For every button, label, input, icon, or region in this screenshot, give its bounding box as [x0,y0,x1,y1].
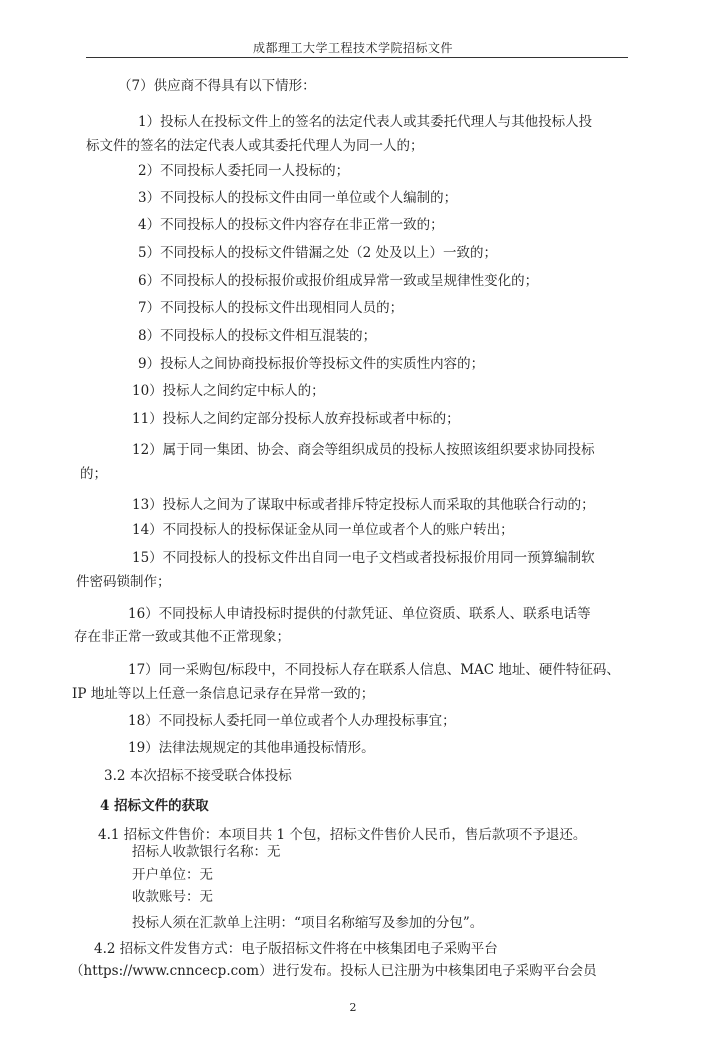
section-heading-4: 4 招标文件的获取 [100,798,209,814]
account-number: 收款账号：无 [132,889,213,905]
list-item: 2）不同投标人委托同一人投标的； [138,163,350,179]
list-item: 9）投标人之间协商投标报价等投标文件的实质性内容的； [138,356,485,372]
list-item: 17）同一采购包/标段中，不同投标人存在联系人信息、MAC 地址、硬件特征码、 [128,662,620,678]
clause-intro: （7）供应商不得具有以下情形： [118,78,316,94]
bank-name: 招标人收款银行名称：无 [132,844,281,860]
list-item: 19）法律法规规定的其他串通投标情形。 [128,740,375,756]
header-title: 成都理工大学工程技术学院招标文件 [252,41,453,55]
list-item: 5）不同投标人的投标文件错漏之处（2 处及以上）一致的； [138,245,497,261]
header-rule [86,57,628,58]
section-4-1: 4.1 招标文件售价：本项目共 1 个包，招标文件售价人民币，售后款项不予退还。 [98,827,587,843]
list-item: 16）不同投标人申请投标时提供的付款凭证、单位资质、联系人、联系电话等 [128,606,591,622]
list-item-continuation: 件密码锁制作； [76,574,171,590]
list-item: 3）不同投标人的投标文件由同一单位或个人编制的； [138,190,458,206]
list-item: 8）不同投标人的投标文件相互混装的； [138,328,377,344]
section-4-2-continuation: （https://www.cnncecp.com）进行发布。投标人已注册为中核集团电子采购平台会员 [70,963,597,979]
list-item: 1）投标人在投标文件上的签名的法定代表人或其委托代理人与其他投标人投 [138,114,593,130]
remittance-note: 投标人须在汇款单上注明：“项目名称缩写及参加的分包”。 [132,915,484,931]
list-item: 11）投标人之间约定部分投标人放弃投标或者中标的； [132,411,460,427]
page-number: 2 [349,1001,357,1014]
list-item: 18）不同投标人委托同一单位或者个人办理投标事宜； [128,713,456,729]
list-item: 12）属于同一集团、协会、商会等组织成员的投标人按照该组织要求协同投标 [132,442,595,458]
section-3-2: 3.2 本次招标不接受联合体投标 [104,768,292,784]
list-item: 6）不同投标人的投标报价或报价组成异常一致或呈规律性变化的； [138,273,539,289]
list-item: 15）不同投标人的投标文件出自同一电子文档或者投标报价用同一预算编制软 [132,550,595,566]
list-item-continuation: 存在非正常一致或其他不正常现象； [74,629,290,645]
account-holder: 开户单位：无 [132,867,213,883]
list-item-continuation: IP 地址等以上任意一条信息记录存在异常一致的； [72,686,375,702]
section-4-2: 4.2 招标文件发售方式：电子版招标文件将在中核集团电子采购平台 [94,941,498,957]
list-item: 13）投标人之间为了谋取中标或者排斥特定投标人而采取的其他联合行动的； [132,497,595,513]
list-item-continuation: 的； [80,466,107,482]
list-item: 7）不同投标人的投标文件出现相同人员的； [138,300,404,316]
list-item: 14）不同投标人的投标保证金从同一单位或者个人的账户转出； [132,522,514,538]
list-item: 4）不同投标人的投标文件内容存在非正常一致的； [138,217,444,233]
list-item: 10）投标人之间约定中标人的； [132,383,325,399]
list-item-continuation: 标文件的签名的法定代表人或其委托代理人为同一人的； [86,138,424,154]
